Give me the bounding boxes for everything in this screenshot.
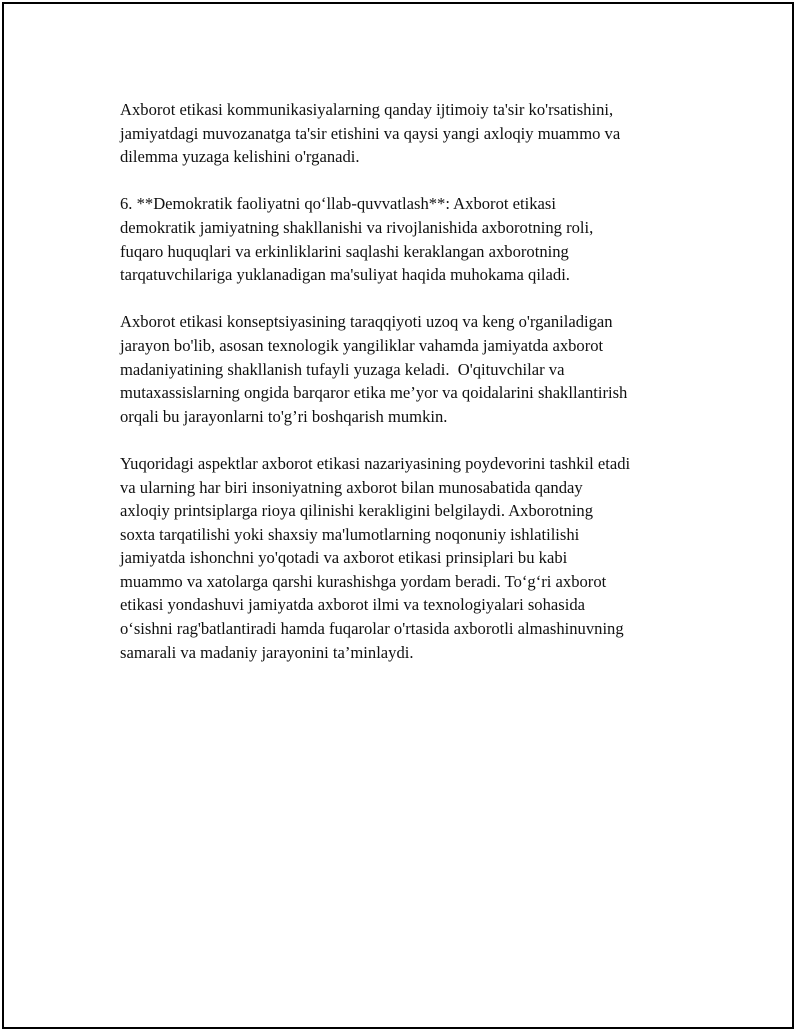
document-body — [120, 98, 700, 688]
text-line: o‘sishni rag'batlantiradi hamda fuqarolar o'rtasida axborotli almashinuvning — [120, 619, 624, 639]
text-line: tarqatuvchilariga yuklanadigan ma'suliyat haqida muhokama qiladi. — [120, 265, 570, 285]
text-line: jamiyatda ishonchni yo'qotadi va axborot etikasi prinsiplari bu kabi — [120, 548, 568, 568]
text-line: jarayon bo'lib, asosan texnologik yangiliklar vahamda jamiyatda axborot — [120, 335, 604, 355]
paragraph-2 — [120, 192, 700, 286]
text-line: dilemma yuzaga kelishini o'rganadi. — [120, 147, 360, 167]
paragraph-1 — [120, 98, 700, 169]
text-line: Axborot etikasi kommunikasiyalarning qanday ijtimoiy ta'sir ko'rsatishini, — [120, 100, 614, 119]
text-line: etikasi yondashuvi jamiyatda axborot ilmi va texnologiyalari sohasida — [120, 595, 585, 615]
text-line: va ularning har biri insoniyatning axborot bilan munosabatida qanday — [120, 477, 583, 497]
text-line: soxta tarqatilishi yoki shaxsiy ma'lumotlarning noqonuniy ishlatilishi — [120, 524, 580, 544]
text-line: samarali va madaniy jarayonini ta’minlaydi. — [120, 642, 414, 662]
text-line: madaniyatining shakllanish tufayli yuzaga keladi. O'qituvchilar va — [120, 359, 565, 379]
text-line: jamiyatdagi muvozanatga ta'sir etishini va qaysi yangi axloqiy muammo va — [120, 123, 621, 143]
text-line: mutaxassislarning ongida barqaror etika me’yor va qoidalarini shakllantirish — [120, 383, 628, 403]
text-line: orqali bu jarayonlarni to'g’ri boshqarish mumkin. — [120, 406, 448, 426]
paragraph-3 — [120, 310, 700, 428]
text-line: fuqaro huquqlari va erkinliklarini saqlashi keraklangan axborotning — [120, 241, 569, 261]
text-line: Axborot etikasi konseptsiyasining taraqqiyoti uzoq va keng o'rganiladigan — [120, 312, 613, 332]
text-line: demokratik jamiyatning shakllanishi va rivojlanishida axborotning roli, — [120, 217, 594, 237]
text-line: axloqiy printsiplarga rioya qilinishi kerakligini belgilaydi. Axborotning — [120, 501, 594, 521]
text-line: Yuqoridagi aspektlar axborot etikasi nazariyasining poydevorini tashkil etadi — [120, 453, 631, 473]
paragraph-4 — [120, 452, 700, 664]
text-line: 6. **Demokratik faoliyatni qo‘llab-quvvatlash**: Axborot etikasi — [120, 194, 556, 214]
document-page — [2, 2, 794, 1029]
text-line: muammo va xatolarga qarshi kurashishga yordam beradi. To‘g‘ri axborot — [120, 571, 607, 591]
